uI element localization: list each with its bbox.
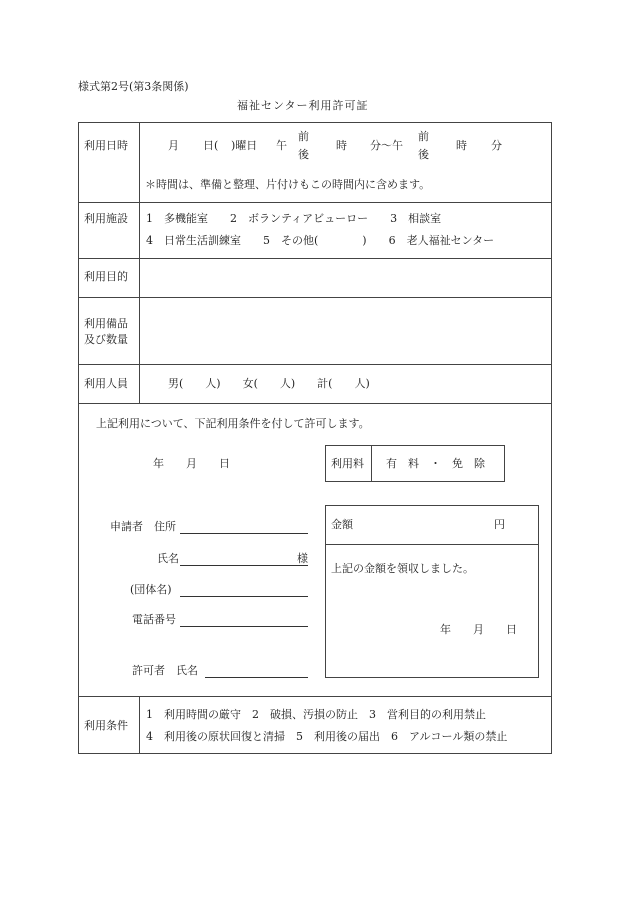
facility-line-2: 4 日常生活訓練室 5 その他( ) 6 老人福祉センター [146,234,495,247]
page-title: 福祉センター利用許可証 [237,99,369,112]
date-label: 利用日時 [84,139,128,152]
group-name-label: (団体名) [130,583,172,596]
hour-text-2: 時 [456,139,467,152]
amount-label: 金額 [331,518,353,531]
phone-label: 電話番号 [132,613,176,626]
ampm-text: 午 [276,139,287,152]
weekday-text: )曜日 [231,139,258,152]
day-text: 日( [203,139,219,152]
row-divider [78,403,552,404]
fee-divider [371,445,372,482]
minute-to-text: 分〜午 [370,139,403,152]
address-underline [180,533,308,534]
minute-text-2: 分 [491,139,502,152]
row-divider [78,696,552,697]
hour-text: 時 [336,139,347,152]
yen-text: 円 [494,518,505,531]
received-text: 上記の金額を領収しました。 [331,562,474,575]
row-divider [78,202,552,203]
people-label: 利用人員 [84,377,128,390]
form-number: 様式第2号(第3条関係) [78,80,189,93]
go-text: 後 [298,148,309,161]
row-divider [78,364,552,365]
zen-text-2: 前 [418,130,429,143]
month-text: 月 [168,139,179,152]
zen-text: 前 [298,130,309,143]
go-text-2: 後 [418,148,429,161]
name-underline [180,565,308,566]
facility-line-1: 1 多機能室 2 ボランティアビューロー 3 相談室 [146,212,442,225]
permitter-underline [205,677,308,678]
purpose-label: 利用目的 [84,270,128,283]
conditions-line-2: 4 利用後の原状回復と清掃 5 利用後の届出 6 アルコール類の禁止 [146,730,508,743]
column-divider [139,122,140,403]
conditions-label: 利用条件 [84,719,128,732]
fee-options: 有 料 ・ 免 除 [386,457,485,470]
group-underline [180,596,308,597]
applicant-address-label: 申請者 住所 [110,520,176,533]
column-divider [139,696,140,754]
sama-text: 様 [297,552,308,565]
people-counts: 男( 人) 女( 人) 計( 人) [168,377,370,390]
permit-date: 年 月 日 [153,457,230,470]
facility-label: 利用施設 [84,212,128,225]
receipt-divider [325,544,539,545]
row-divider [78,297,552,298]
date-note: ＊時間は、準備と整理、片付けもこの時間内に含めます。 [145,178,431,191]
receipt-date: 年 月 日 [440,623,517,636]
row-divider [78,258,552,259]
permit-statement: 上記利用について、下記利用条件を付して許可します。 [96,417,370,430]
equipment-label-1: 利用備品 [84,317,128,330]
phone-underline [180,626,308,627]
conditions-line-1: 1 利用時間の厳守 2 破損、汚損の防止 3 営利目的の利用禁止 [146,708,486,721]
permitter-label: 許可者 氏名 [132,664,198,677]
equipment-label-2: 及び数量 [84,333,128,346]
fee-label: 利用料 [331,457,364,470]
receipt-box [325,505,539,678]
applicant-name-label: 氏名 [157,552,179,565]
